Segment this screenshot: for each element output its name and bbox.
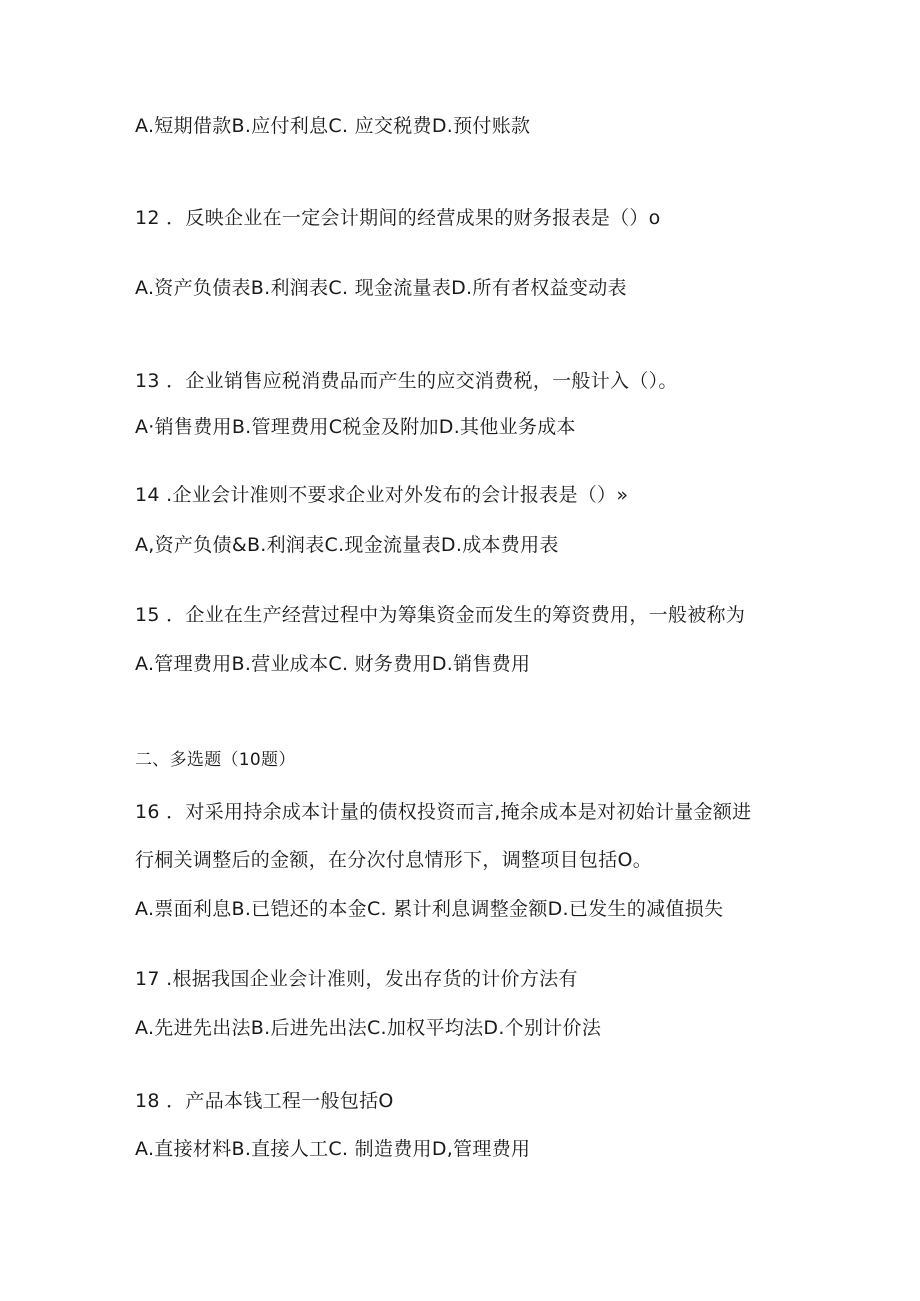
section-heading: 二、多选题（10题） xyxy=(135,750,296,770)
q18-question: 18 ．产品本钱工程一般包括O xyxy=(135,1090,394,1112)
q13-options: A·销售费用B.管理费用C税金及附加D.其他业务成本 xyxy=(135,416,576,438)
q15-question: 15 ．企业在生产经营过程中为筹集资金而发生的筹资费用，一般被称为 xyxy=(135,604,746,626)
q13-question: 13 ．企业销售应税消费品而产生的应交消费税，一般计入（）。 xyxy=(135,370,678,392)
q18-options: A.直接材料B.直接人工C. 制造费用D,管理费用 xyxy=(135,1138,531,1160)
q15-options: A.管理费用B.营业成本C. 财务费用D.销售费用 xyxy=(135,653,531,675)
q12-options: A.资产负债表B.利润表C. 现金流量表D.所有者权益变动表 xyxy=(135,277,627,299)
q17-options: A.先进先出法B.后进先出法C.加权平均法D.个别计价法 xyxy=(135,1017,602,1039)
q16-question-line1: 16 ．对采用持余成本计量的债权投资而言,掩余成本是对初始计量金额进 xyxy=(135,801,752,823)
q16-question-line2: 行桐关调整后的金额，在分次付息情形下，调整项目包括O。 xyxy=(135,849,653,871)
q14-question: 14 .企业会计准则不要求企业对外发布的会计报表是（）» xyxy=(135,484,629,506)
q16-options: A.票面利息B.已铠还的本金C. 累计利息调整金额D.已发生的减值损失 xyxy=(135,898,724,920)
q14-options: A,资产负债&B.利润表C.现金流量表D.成本费用表 xyxy=(135,534,559,556)
q12-question: 12 ．反映企业在一定会计期间的经营成果的财务报表是（）o xyxy=(135,207,661,229)
q11-options: A.短期借款B.应付利息C. 应交税费D.预付账款 xyxy=(135,115,531,137)
q17-question: 17 .根据我国企业会计准则，发出存货的计价方法有 xyxy=(135,968,578,990)
